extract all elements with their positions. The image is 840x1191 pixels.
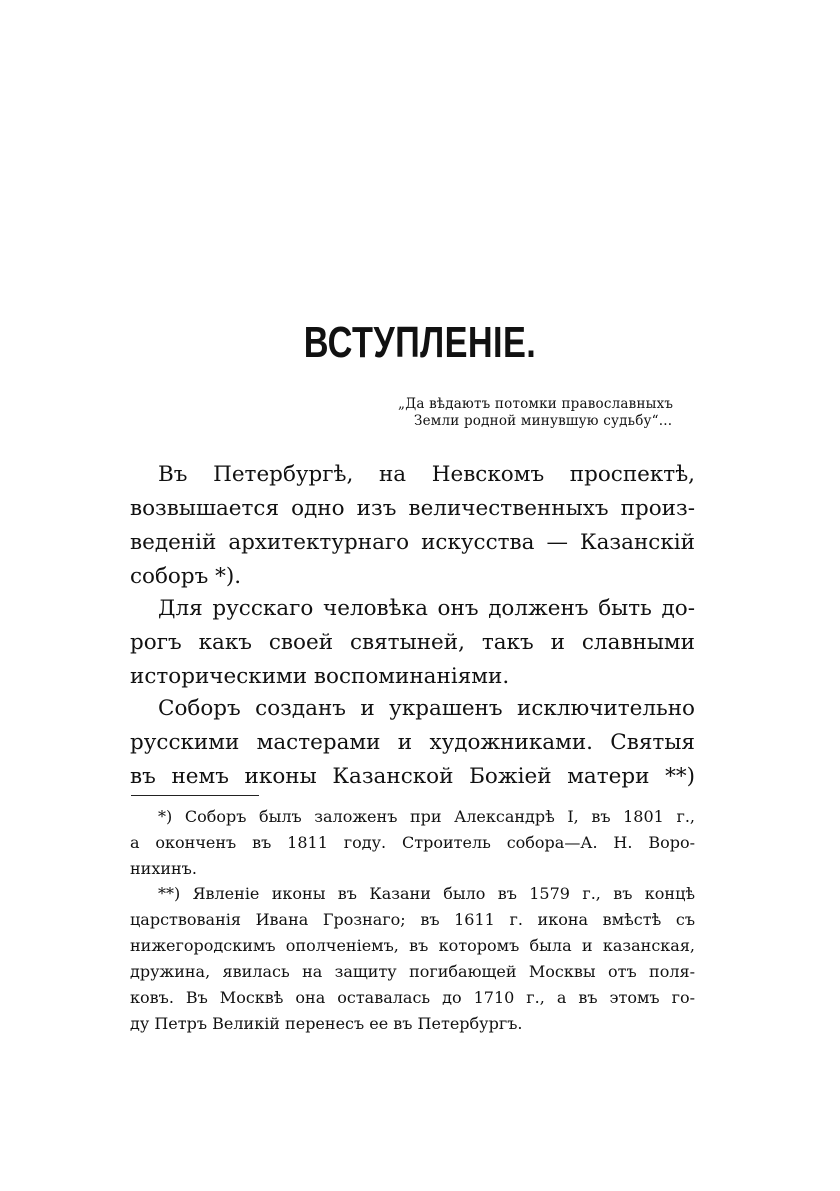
text-line: веденій архитектурнаго искусства — Казанскій <box>130 530 695 555</box>
epigraph-line: „Да вѣдаютъ потомки православныхъ <box>398 396 674 412</box>
text-line: русскими мастерами и художниками. Святыя <box>130 730 695 755</box>
text-line: историческими воспоминаніями. <box>130 664 510 689</box>
text-line: возвышается одно изъ величественныхъ произ- <box>130 496 695 521</box>
footnote-line: *) Соборъ былъ заложенъ при Александрѣ I, въ 1801 г., <box>158 807 695 826</box>
epigraph <box>398 396 673 430</box>
footnote-line: ковъ. Въ Москвѣ она оставалась до 1710 г., а въ этомъ го- <box>130 988 695 1007</box>
footnote <box>130 881 695 1037</box>
paragraph <box>130 592 695 694</box>
footnote-line: а оконченъ въ 1811 году. Строитель собора—А. Н. Воро- <box>130 833 695 852</box>
text-line: Въ Петербургѣ, на Невскомъ проспектѣ, <box>158 462 695 487</box>
footnote-line: дружина, явилась на защиту погибающей Москвы отъ поля- <box>130 962 695 981</box>
footnote-line: нижегородскимъ ополченіемъ, въ которомъ была и казанская, <box>130 936 695 955</box>
epigraph-line: Земли родной минувшую судьбу“... <box>414 413 673 429</box>
footnote-line: нихинъ. <box>130 859 197 878</box>
footnote-line: ду Петръ Великій перенесъ ее въ Петербургъ. <box>130 1014 523 1033</box>
text-line: Для русскаго человѣка онъ долженъ быть до- <box>158 596 695 621</box>
text-line: рогъ какъ своей святыней, такъ и славными <box>130 630 695 655</box>
footnote-line: царствованія Ивана Грознаго; въ 1611 г. икона вмѣстѣ съ <box>130 910 695 929</box>
footnote <box>130 804 695 882</box>
paragraph <box>130 458 695 594</box>
page-title: ВСТУПЛЕНІЕ. <box>303 318 537 367</box>
footnote-divider <box>131 795 259 796</box>
text-line: въ немъ иконы Казанской Божіей матери **) <box>130 764 695 789</box>
text-line: Соборъ созданъ и украшенъ исключительно <box>158 696 695 721</box>
text-line: соборъ *). <box>130 564 242 589</box>
footnote-line: **) Явленіе иконы въ Казани было въ 1579 г., въ концѣ <box>158 884 695 903</box>
paragraph <box>130 692 695 794</box>
